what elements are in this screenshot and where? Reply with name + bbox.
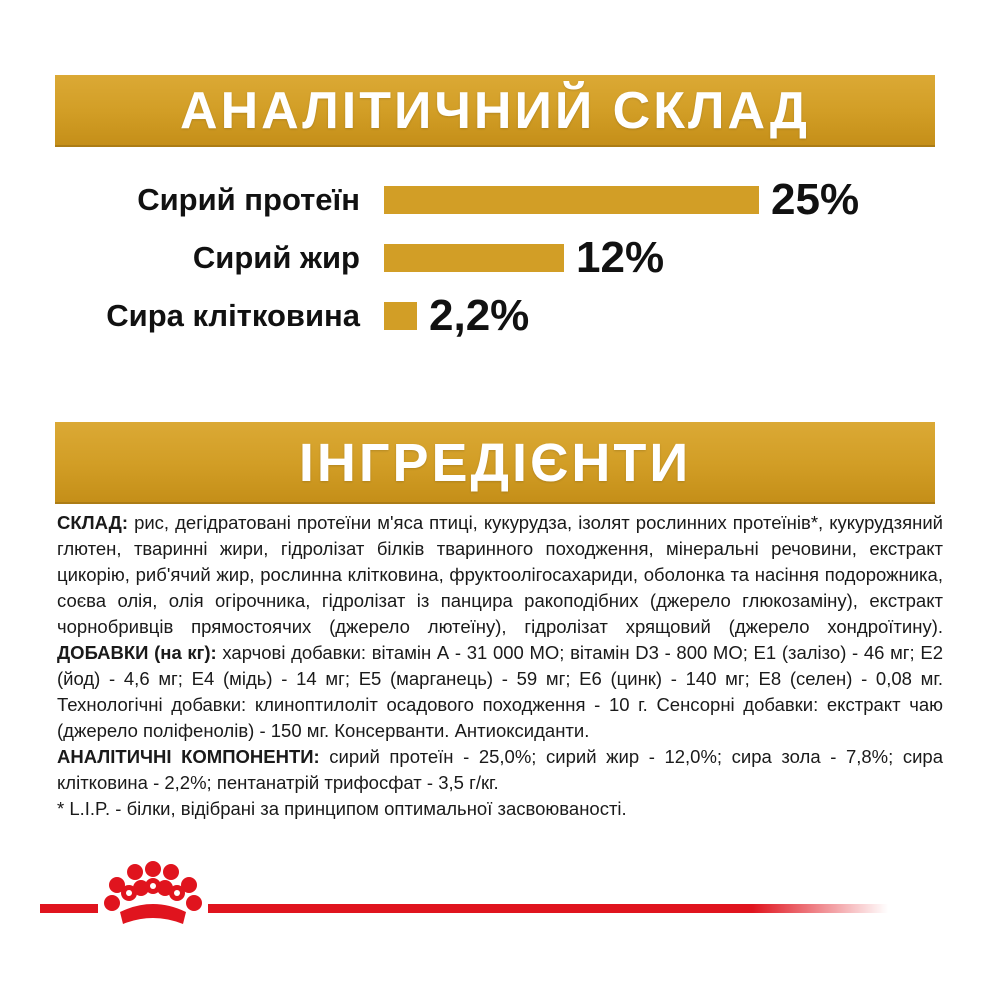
ingredients-banner bbox=[55, 422, 935, 504]
composition-paragraph bbox=[57, 510, 943, 744]
bar-value: 2,2% bbox=[429, 291, 530, 340]
ingredients-title: ІНГРЕДІЄНТИ bbox=[298, 433, 692, 493]
bar-row bbox=[0, 291, 1000, 340]
bar-label: Сирий протеїн bbox=[137, 182, 360, 217]
bar-row bbox=[0, 233, 1000, 282]
footnote: * L.I.P. - білки, відібрані за принципом оптимальної засвоюваності. bbox=[57, 798, 627, 819]
additives-text: харчові добавки: вітамін А - 31 000 МО; вітамін D3 - 800 МО; Е1 (залізо) - 46 мг; Е2 (йод) - 4,6 мг; Е4 (мідь) - 14 мг; Е5 (марганець) - 59 мг; Е6 (цинк) - 140 мг; Е8 (селен) - 0,08 мг. Технологічні добавки: клиноптилоліт осадового походження - 10 г. Сенсорні добавки: екстракт чаю (джерело поліфенолів) - 150 мг. Консерванти. Антиоксиданти. bbox=[57, 642, 943, 741]
bar-label: Сирий жир bbox=[192, 240, 360, 275]
components-text: сирий протеїн - 25,0%; сирий жир - 12,0%; сира зола - 7,8%; сира клітковина - 2,2%; пентанатрій трифосфат - 3,5 г/кг. bbox=[57, 746, 943, 793]
royal-canin-crown-icon bbox=[100, 860, 206, 932]
components-label: АНАЛІТИЧНІ КОМПОНЕНТИ: bbox=[57, 746, 320, 767]
footer-red-line-right bbox=[208, 904, 888, 913]
analytical-banner bbox=[55, 75, 935, 147]
components-paragraph bbox=[57, 744, 943, 796]
analytical-title: АНАЛІТИЧНИЙ СКЛАД bbox=[180, 82, 810, 140]
composition-label: СКЛАД: bbox=[57, 512, 129, 533]
bar-label: Сира клітковина bbox=[106, 298, 360, 333]
ingredients-text bbox=[57, 510, 943, 822]
bar-value: 12% bbox=[576, 233, 665, 282]
composition-text: рис, дегідратовані протеїни м'яса птиці, кукурудза, ізолят рослинних протеїнів*, кукурудзяний глютен, тваринні жири, гідролізат білків тваринного походження, мінеральні речовини, екстракт цикорію, риб'ячий жир, рослинна клітковина, фруктоолігосахариди, оболонка та насіння подорожника, соєва олія, олія огірочника, гідролізат із панцира ракоподібних (джерело глюкозаміну), екстракт чорнобривців прямостоячих (джерело лютеїну), гідролізат хрящовий (джерело хондроїтину). bbox=[57, 512, 943, 637]
bar bbox=[384, 302, 417, 330]
bar bbox=[384, 244, 564, 272]
bar-row bbox=[0, 175, 1000, 224]
additives-label: ДОБАВКИ (на кг): bbox=[57, 642, 217, 663]
bar bbox=[384, 186, 759, 214]
footer-red-line-left bbox=[40, 904, 98, 913]
bar-value: 25% bbox=[771, 175, 860, 224]
